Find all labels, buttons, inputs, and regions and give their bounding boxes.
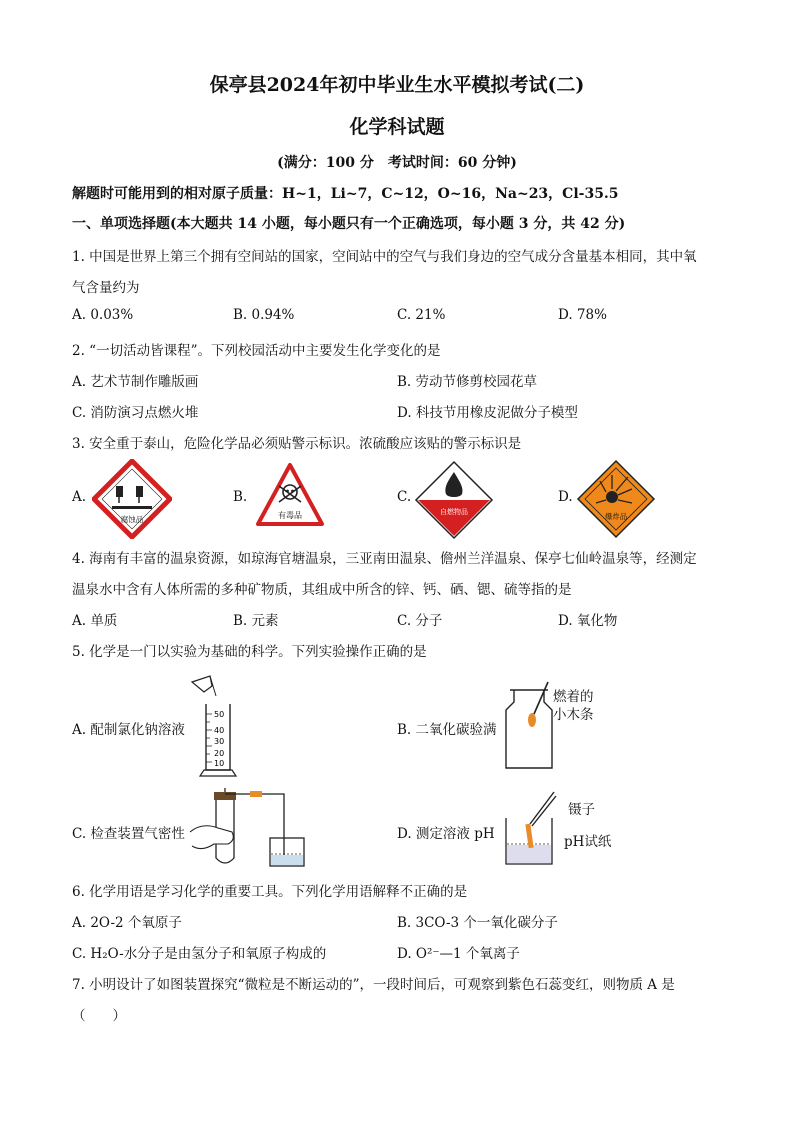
graduated-cylinder-icon	[188, 670, 248, 782]
exam-info: (满分：100 分 考试时间：60 分钟)	[277, 155, 517, 171]
q2-option-d: D. 科技节用橡皮泥做分子模型	[397, 405, 578, 421]
q6-option-d: D. O²⁻—1 个氧离子	[397, 946, 520, 962]
cylinder-mark-50: 50	[214, 710, 225, 719]
sign-label-explosive: 爆炸品	[604, 512, 628, 521]
q4-option-b: B. 元素	[233, 613, 279, 629]
q7-bracket: （ ）	[72, 1008, 126, 1024]
q2-option-b: B. 劳动节修剪校园花草	[397, 374, 538, 390]
stick-label-2: 小木条	[553, 707, 594, 723]
q1-stem-line2: 气含量约为	[72, 280, 140, 296]
q2-option-a: A. 艺术节制作雕版画	[72, 374, 199, 390]
cylinder-mark-20: 20	[214, 749, 225, 758]
q3-option-b: B.	[233, 489, 248, 505]
explosive-sign-icon	[576, 459, 656, 539]
stick-label-1: 燃着的	[553, 689, 594, 705]
tweezers-label: 镊子	[568, 802, 595, 818]
sign-label-corrosive: 腐蚀品	[120, 515, 144, 524]
toxic-sign-icon	[255, 462, 325, 528]
ph-paper-label: pH试纸	[564, 834, 612, 850]
q2-stem: 2. “一切活动皆课程”。下列校园活动中主要发生化学变化的是	[72, 343, 441, 359]
q4-option-a: A. 单质	[72, 613, 118, 629]
q1-option-c: C. 21%	[397, 307, 446, 323]
q6-option-c: C. H₂O-水分子是由氢分子和氧原子构成的	[72, 946, 327, 962]
ph-test-apparatus-icon	[500, 788, 560, 870]
cylinder-mark-30: 30	[214, 737, 225, 746]
q1-option-b: B. 0.94%	[233, 307, 295, 323]
q3-option-c: C.	[397, 489, 412, 505]
q5-option-b: B. 二氧化碳验满	[397, 722, 497, 738]
section-heading: 一、单项选择题(本大题共 14 小题，每小题只有一个正确选项，每小题 3 分，共 42 分)	[72, 216, 626, 232]
q2-option-c: C. 消防演习点燃火堆	[72, 405, 199, 421]
q5-option-c: C. 检查装置气密性	[72, 826, 185, 842]
q6-stem: 6. 化学用语是学习化学的重要工具。下列化学用语解释不正确的是	[72, 884, 468, 900]
subject-title: 化学科试题	[349, 116, 445, 138]
combustible-sign-icon	[414, 460, 494, 540]
corrosive-sign-icon	[92, 459, 172, 539]
q1-option-a: A. 0.03%	[72, 307, 134, 323]
exam-title: 保亭县2024年初中毕业生水平模拟考试(二)	[209, 74, 585, 96]
q7-stem: 7. 小明设计了如图装置探究“微粒是不断运动的”，一段时间后，可观察到紫色石蕊变红，则物质 A 是	[72, 977, 675, 993]
cylinder-mark-40: 40	[214, 726, 225, 735]
q3-stem: 3. 安全重于泰山，危险化学品必须贴警示标识。浓硫酸应该贴的警示标识是	[72, 436, 522, 452]
q6-option-a: A. 2O-2 个氧原子	[72, 915, 182, 931]
q1-option-d: D. 78%	[558, 307, 607, 323]
q3-option-d: D.	[558, 489, 573, 505]
gas-bottle-icon	[500, 680, 560, 772]
q5-option-d: D. 测定溶液 pH	[397, 826, 495, 842]
q6-option-b: B. 3CO-3 个一氧化碳分子	[397, 915, 558, 931]
q4-option-c: C. 分子	[397, 613, 443, 629]
cylinder-mark-10: 10	[214, 759, 225, 768]
q3-option-a: A.	[72, 489, 87, 505]
sign-label-combustible: 自燃物品	[440, 508, 468, 516]
sign-label-toxic: 有毒品	[278, 511, 302, 520]
q5-option-a: A. 配制氯化钠溶液	[72, 722, 185, 738]
q4-stem-line2: 温泉水中含有人体所需的多种矿物质，其组成中所含的锌、钙、硒、锶、硫等指的是	[72, 582, 572, 598]
airtightness-apparatus-icon	[188, 788, 318, 872]
q4-option-d: D. 氧化物	[558, 613, 618, 629]
atomic-masses: 解题时可能用到的相对原子质量：H~1，Li~7，C~12，O~16，Na~23，Cl-35.5	[72, 186, 619, 202]
q1-stem-line1: 1. 中国是世界上第三个拥有空间站的国家，空间站中的空气与我们身边的空气成分含量基本相同，其中氧	[72, 249, 697, 265]
q4-stem-line1: 4. 海南有丰富的温泉资源，如琼海官塘温泉，三亚南田温泉、儋州兰洋温泉、保亭七仙岭温泉等，经测定	[72, 551, 697, 567]
q5-stem: 5. 化学是一门以实验为基础的科学。下列实验操作正确的是	[72, 644, 427, 660]
